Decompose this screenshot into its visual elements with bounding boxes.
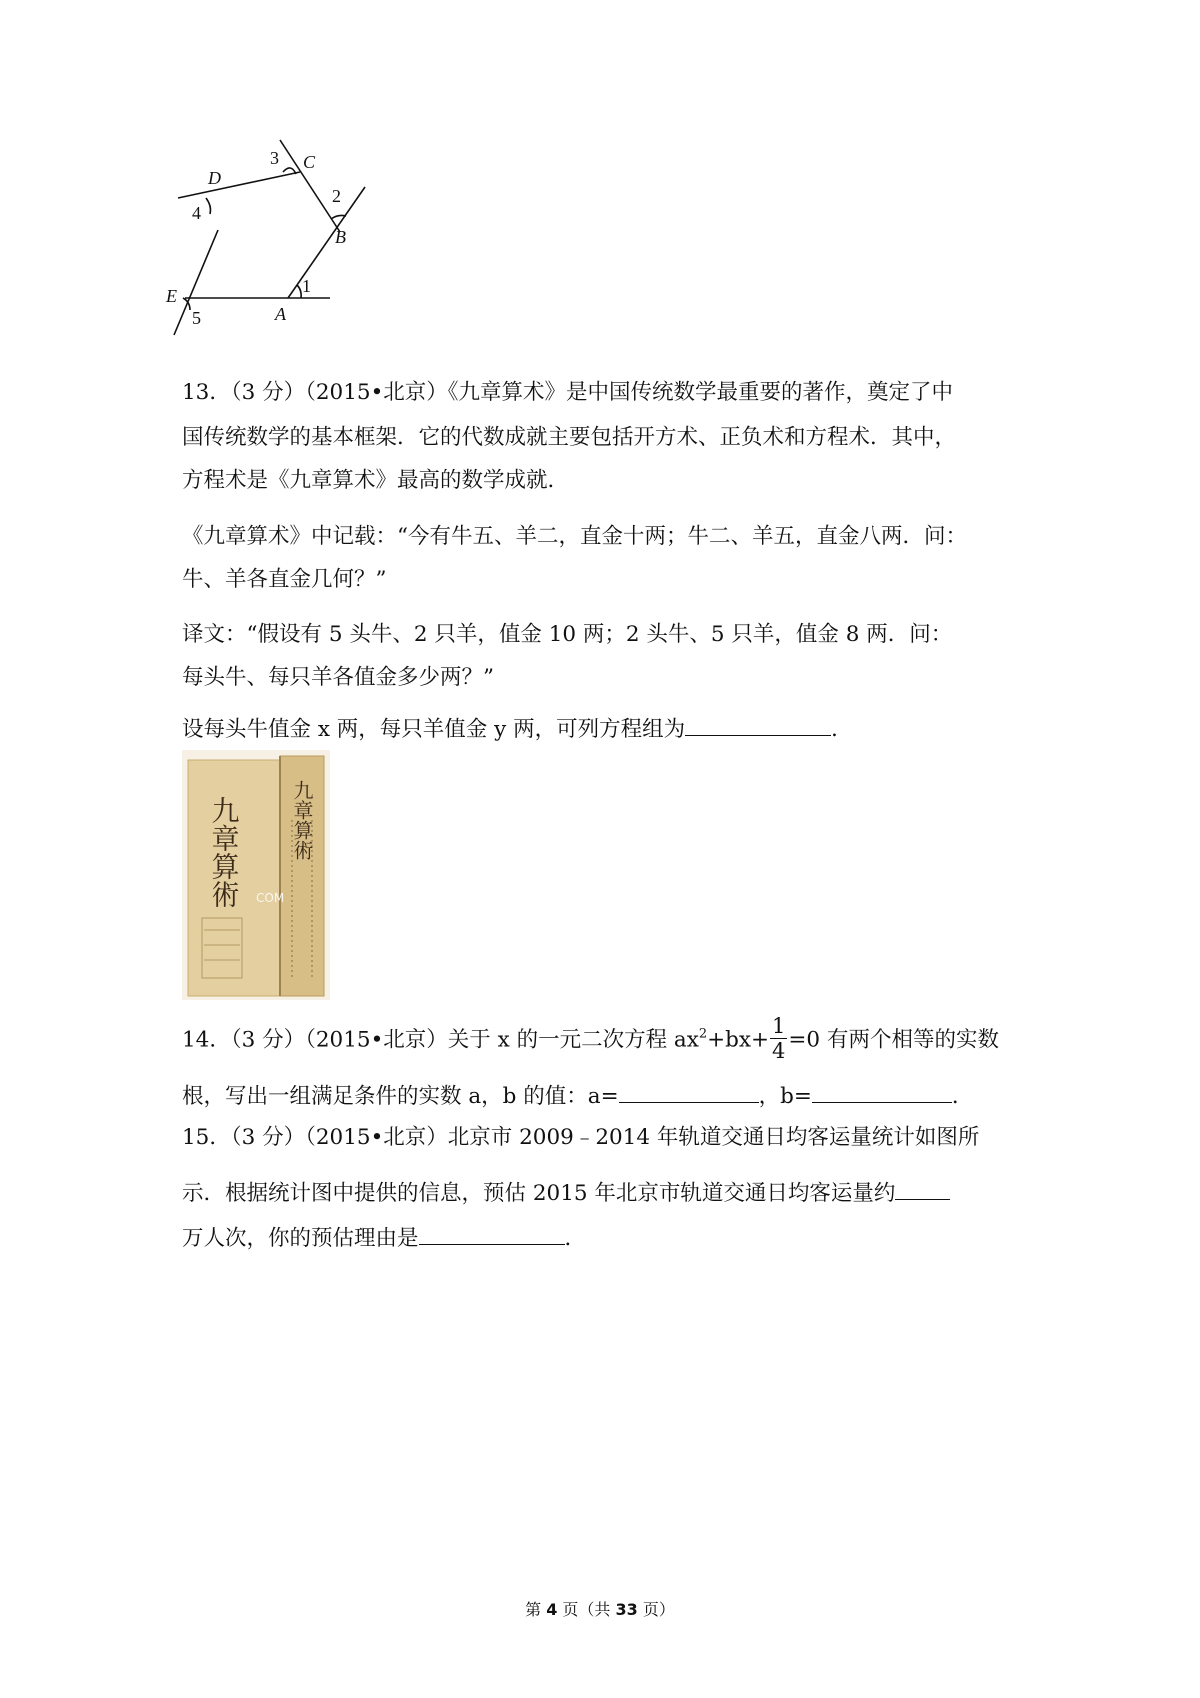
label-angle-5: 5 [192,308,201,328]
label-angle-2: 2 [332,186,341,206]
q13-line-2: 国传统数学的基本框架．它的代数成就主要包括开方术、正负术和方程术．其中， [182,425,957,450]
book-title-right: 九章算術 [290,780,314,860]
q14-text-end: =0 有两个相等的实数 [788,1027,999,1053]
q13-prompt: 设每头牛值金 x 两，每只羊值金 y 两，可列方程组为 [182,717,686,742]
angle-arc-1 [297,285,301,298]
book-title-left: 九章算術 [207,796,241,908]
q13-line-7: 每头牛、每只羊各值金多少两？” [182,665,494,690]
jiuzhang-suanshu-book-image [182,750,330,1000]
footer-mid: 页（共 [557,1600,616,1619]
footer-prefix: 第 [525,1600,547,1619]
label-a: A [275,304,286,324]
label-b: B [335,227,346,247]
fraction-denominator: 4 [772,1039,786,1063]
q15-line-2 [182,1177,950,1209]
footer-suffix: 页） [637,1600,675,1619]
q15-prompt-reason: 万人次，你的预估理由是 [182,1226,419,1251]
watermark-text: COM [256,891,285,905]
q13-line-6: 译文：“假设有 5 头牛、2 只羊，值金 10 两；2 头牛、5 只羊，值金 8 两．问： [182,622,953,647]
q14-prompt-b: ，b= [758,1084,812,1109]
q15-answer-blank-reason[interactable] [419,1222,565,1245]
q15-period: ． [564,1226,587,1251]
q14-period: ． [951,1084,974,1109]
q15-line-1: 15．（3 分）（2015•北京）北京市 2009﹣2014 年轨道交通日均客运量统计如图所 [182,1125,980,1150]
label-d: D [208,168,221,188]
q15-line-3 [182,1222,586,1254]
q13-line-5: 牛、羊各直金几何？” [182,567,387,592]
footer-total-pages: 33 [615,1600,638,1619]
q14-answer-blank-a[interactable] [619,1080,759,1103]
q14-prompt-a: 根，写出一组满足条件的实数 a，b 的值：a= [182,1084,619,1109]
q13-line-3: 方程术是《九章算术》最高的数学成就． [182,468,570,493]
q13-line-1: 13．（3 分）（2015•北京）《九章算术》是中国传统数学最重要的著作，奠定了中 [182,380,954,405]
q14-exponent: 2 [698,1026,708,1042]
page-footer [0,1597,1200,1620]
q15-prompt-estimate: 示．根据统计图中提供的信息，预估 2015 年北京市轨道交通日均客运量约 [182,1181,896,1206]
line-ba [288,187,365,298]
q14-line-2 [182,1080,973,1112]
q15-answer-blank-estimate[interactable] [895,1177,950,1200]
line-dc [178,172,300,198]
label-c: C [303,152,316,172]
q13-period: ． [831,717,853,742]
q14-fraction [770,1014,787,1063]
angle-arc-4 [206,198,211,214]
q13-line-8 [182,713,853,745]
q13-line-4: 《九章算术》中记载：“今有牛五、羊二，直金十两；牛二、羊五，直金八两．问： [182,524,967,549]
q14-line-1 [182,1016,999,1065]
footer-page-number: 4 [546,1600,558,1619]
label-angle-1: 1 [302,276,311,296]
q14-answer-blank-b[interactable] [812,1080,952,1103]
fraction-numerator: 1 [772,1014,786,1038]
label-angle-4: 4 [192,203,201,223]
label-e: E [166,286,177,306]
q14-text-start: 14．（3 分）（2015•北京）关于 x 的一元二次方程 ax [182,1027,699,1053]
geometry-figure [160,130,390,345]
label-angle-3: 3 [270,148,279,168]
q13-answer-blank[interactable] [685,713,831,736]
q14-text-mid: +bx+ [707,1027,770,1053]
